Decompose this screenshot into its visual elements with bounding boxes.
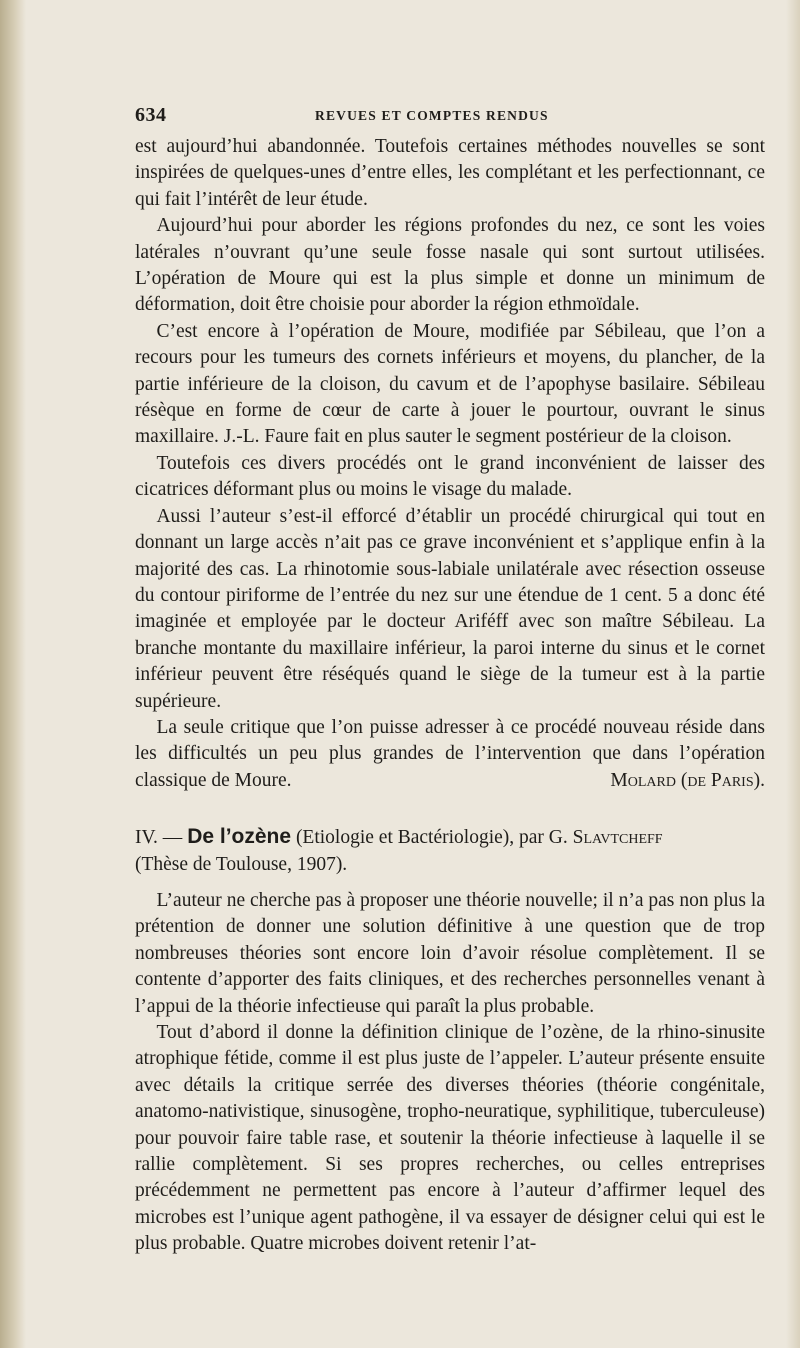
page-outer-edge xyxy=(786,0,800,1348)
page-header xyxy=(135,100,765,134)
review-3-paragraph-6-text: La seule critique que l’on puisse adresser à ce procédé nouveau réside dans les difficultés un peu plus grandes de l’intervention que dans l’opération classique de Moure. xyxy=(135,716,765,791)
review-3-paragraph-3: C’est encore à l’opération de Moure, modifiée par Sébileau, que l’on a recours pour les tumeurs des cornets inférieurs et moyens, du plancher, de la partie inférieure de la cloison, du cavum et de l’apophyse basilaire. Sébileau résèque en forme de cœur de carte à jouer le pourtour, ouvrant le sinus maxillaire. J.-L. Faure fait en plus sauter le segment postérieur de la cloison. xyxy=(135,320,765,448)
page-number: 634 xyxy=(135,104,167,126)
review-4 xyxy=(135,824,765,1258)
review-4-title: De l’ozène xyxy=(187,825,292,849)
review-4-subtitle: (Etiologie et Bactériologie), par G. xyxy=(295,827,568,849)
review-4-paragraph-2: Tout d’abord il donne la définition clinique de l’ozène, de la rhino-sinusite atrophique fétide, comme il est plus juste de l’appeler. L’auteur présente ensuite avec détails la critique serrée des diverses théories (théorie congénitale, anatomo-nativistique, sinusogène, tropho-neuratique, syphilitique, tuberculeuse) pour pouvoir faire table rase, et soutenir la théorie infectieuse à laquelle il se rallie complètement. Si ses propres recherches, ou celles entreprises précédemment ne permettent pas encore à l’auteur d’affirmer lequel des microbes est l’unique agent pathogène, il va essayer de désigner celui qui est le plus probable. Quatre microbes doivent retenir l’at- xyxy=(135,1022,765,1255)
review-4-thesis: (Thèse de Toulouse, 1907). xyxy=(135,853,348,875)
running-title: REVUES ET COMPTES RENDUS xyxy=(315,108,549,123)
review-3-paragraph-2: Aujourd’hui pour aborder les régions profondes du nez, ce sont les voies latérales n’ouvrant qu’une seule fosse nasale qui sont surtout utilisées. L’opération de Moure qui est la plus simple et donne un minimum de déformation, doit être choisie pour aborder la région ethmoïdale. xyxy=(135,215,765,316)
review-3-paragraph-1: est aujourd’hui abandonnée. Toutefois certaines méthodes nouvelles se sont inspirées de quelques-unes d’entre elles, les complétant et les perfectionnant, ce qui fait l’intérêt de leur étude. xyxy=(135,136,765,210)
page-binding-edge xyxy=(0,0,26,1348)
review-3-signature: Molard (de Paris). xyxy=(610,769,765,791)
review-4-heading xyxy=(135,824,765,851)
review-3-paragraph-6 xyxy=(135,715,765,794)
review-4-author: Slavtcheff xyxy=(572,827,663,849)
review-3-paragraph-5: Aussi l’auteur s’est-il efforcé d’établir un procédé chirurgical qui tout en donnant un large accès n’ait pas ce grave inconvénient et s’applique enfin à la majorité des cas. La rhinotomie sous-labiale unilatérale avec résection osseuse du contour piriforme de l’entrée du nez sur une étendue de 1 cent. 5 a donc été imaginée et employée par le docteur Ariféff avec son maître Sébileau. La branche montante du maxillaire inférieur, la paroi interne du sinus et le cornet inférieur peuvent être réséqués quand le siège de la tumeur est à la partie supérieure. xyxy=(135,505,765,712)
review-3-paragraph-4: Toutefois ces divers procédés ont le grand inconvénient de laisser des cicatrices déformant plus ou moins le visage du malade. xyxy=(135,452,765,501)
review-4-paragraph-1: L’auteur ne cherche pas à proposer une théorie nouvelle; il n’a pas non plus la prétention de donner une solution définitive à une question que de trop nombreuses théories sont encore loin d’avoir résolue complètement. Il se contente d’apporter des faits cliniques, et des recherches personnelles venant à l’appui de la théorie infectieuse qui paraît la plus probable. xyxy=(135,889,765,1017)
page-content xyxy=(135,100,765,1258)
review-3 xyxy=(135,134,765,794)
review-4-numeral: IV. — xyxy=(135,827,183,849)
